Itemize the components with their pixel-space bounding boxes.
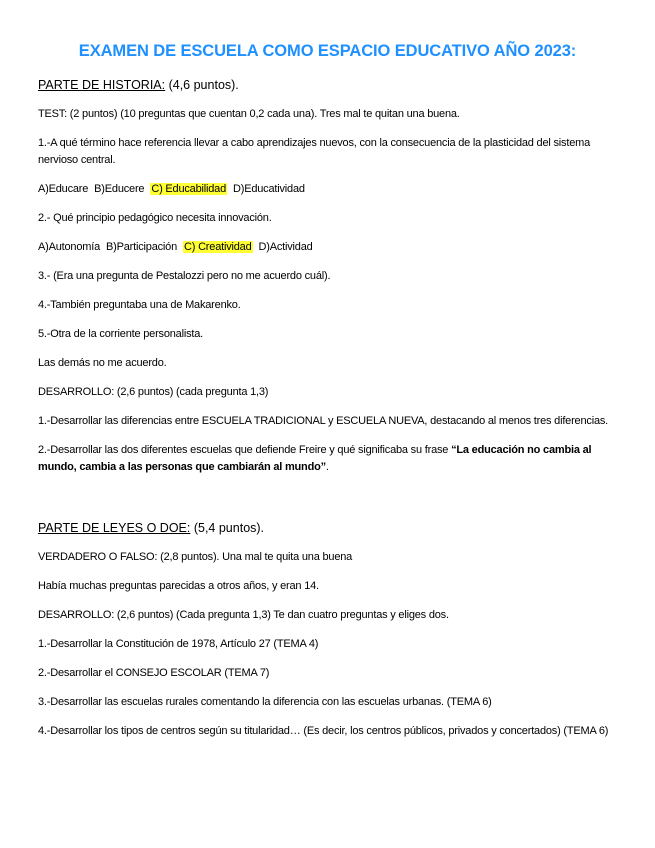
historia-rest-note: Las demás no me acuerdo. xyxy=(38,357,167,369)
historia-heading-points: (4,6 puntos). xyxy=(165,78,239,92)
q2-option-d: D)Actividad xyxy=(258,241,313,253)
historia-question-2: 2.- Qué principio pedagógico necesita innovación. xyxy=(38,212,272,224)
leyes-desarrollo: DESARROLLO: (2,6 puntos) (Cada pregunta 1,3) Te dan cuatro preguntas y eliges dos. xyxy=(38,609,449,621)
q1-option-a: A)Educare xyxy=(38,183,89,195)
historia-desarrollo-1: 1.-Desarrollar las diferencias entre ESCUELA TRADICIONAL y ESCUELA NUEVA, destacando al menos tres diferencias. xyxy=(38,415,609,427)
leyes-vf: VERDADERO O FALSO: (2,8 puntos). Una mal te quita una buena xyxy=(38,551,353,563)
q1-option-d: D)Educatividad xyxy=(233,183,305,195)
historia-question-4: 4.-También preguntaba una de Makarenko. xyxy=(38,299,241,311)
page-title: EXAMEN DE ESCUELA COMO ESPACIO EDUCATIVO AÑO 2023: xyxy=(78,42,577,60)
historia-heading xyxy=(38,77,617,94)
desarrollo-2-end: . xyxy=(325,461,329,473)
historia-question-1-options xyxy=(38,181,617,198)
leyes-desarrollo-1: 1.-Desarrollar la Constitución de 1978, Artículo 27 (TEMA 4) xyxy=(38,638,319,650)
q2-option-b: B)Participación xyxy=(106,241,177,253)
freire-quote: “La educación no cambia al mundo, cambia a las personas que cambiarán al mundo” xyxy=(38,444,592,473)
historia-desarrollo-2 xyxy=(38,442,617,476)
q1-option-b: B)Educere xyxy=(94,183,145,195)
leyes-vf-note: Había muchas preguntas parecidas a otros años, y eran 14. xyxy=(38,580,319,592)
desarrollo-2-text: 2.-Desarrollar las dos diferentes escuelas que defiende Freire y qué significaba su frase xyxy=(38,444,452,456)
q2-option-c-highlighted: C) Creatividad xyxy=(184,241,252,253)
q1-option-c-highlighted: C) Educabilidad xyxy=(151,183,226,195)
historia-question-3: 3.- (Era una pregunta de Pestalozzi pero no me acuerdo cuál). xyxy=(38,270,331,282)
leyes-desarrollo-2: 2.-Desarrollar el CONSEJO ESCOLAR (TEMA 7) xyxy=(38,667,270,679)
historia-question-1: 1.-A qué término hace referencia llevar a cabo aprendizajes nuevos, con la consecuencia de la plasticidad del sistema nervioso central. xyxy=(38,137,590,166)
leyes-desarrollo-3: 3.-Desarrollar las escuelas rurales comentando la diferencia con las escuelas urbanas. (TEMA 6) xyxy=(38,696,492,708)
leyes-heading-points: (5,4 puntos). xyxy=(190,521,265,535)
leyes-desarrollo-4: 4.-Desarrollar los tipos de centros según su titularidad… (Es decir, los centros públicos, privados y concertados) (TEMA 6) xyxy=(38,725,609,737)
historia-question-2-options xyxy=(38,239,617,256)
q2-option-a: A)Autonomía xyxy=(38,241,101,253)
leyes-heading xyxy=(38,520,617,537)
leyes-heading-label: PARTE DE LEYES O DOE: xyxy=(38,521,191,535)
historia-heading-label: PARTE DE HISTORIA: xyxy=(38,78,166,92)
historia-test-info: TEST: (2 puntos) (10 preguntas que cuentan 0,2 cada una). Tres mal te quitan una buena. xyxy=(38,108,460,120)
historia-question-5: 5.-Otra de la corriente personalista. xyxy=(38,328,204,340)
historia-desarrollo: DESARROLLO: (2,6 puntos) (cada pregunta 1,3) xyxy=(38,386,269,398)
